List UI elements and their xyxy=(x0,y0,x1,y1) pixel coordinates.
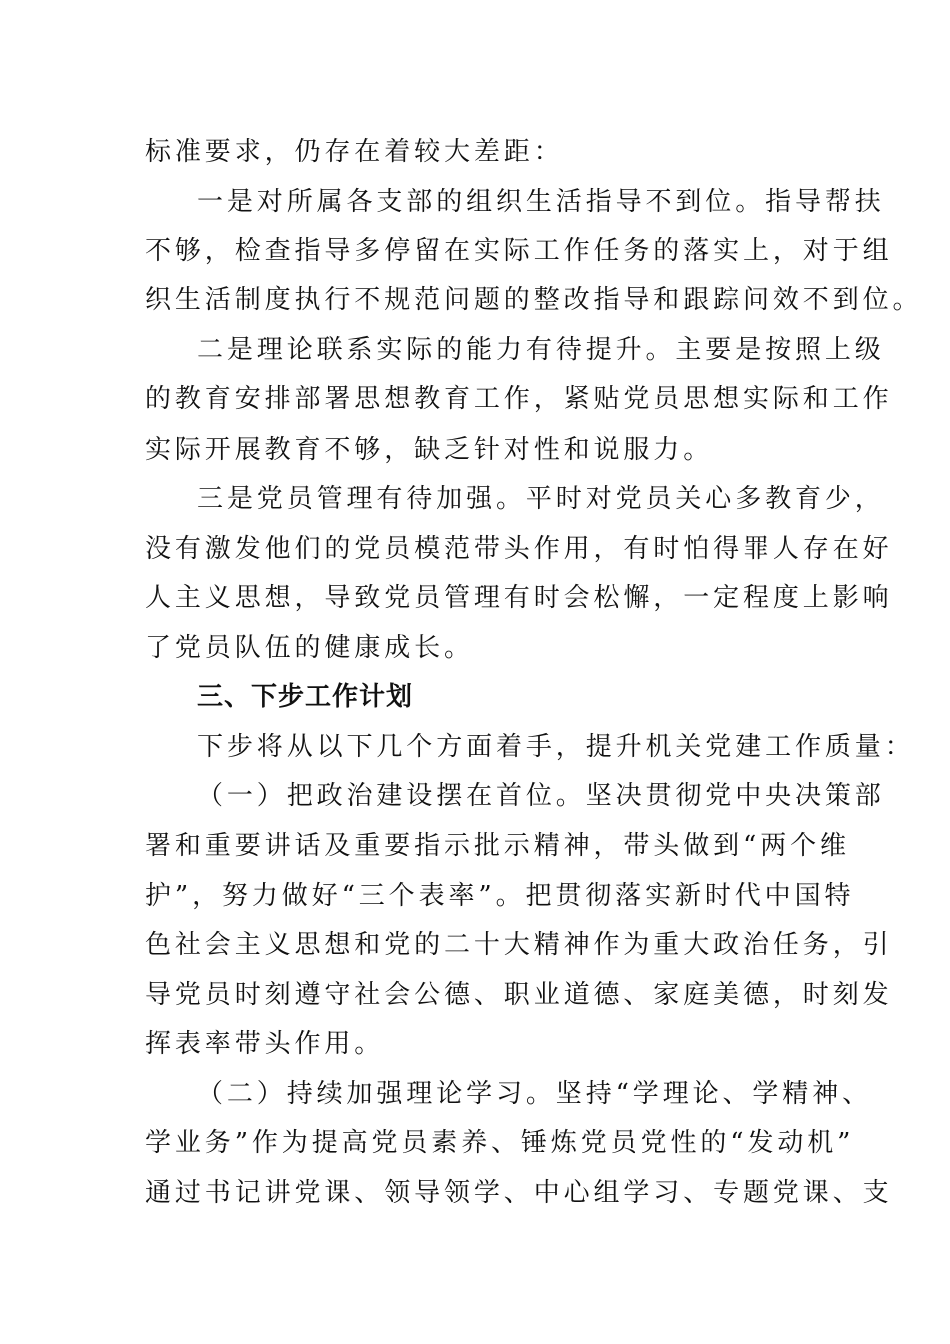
body-text-line: 一是对所属各支部的组织生活指导不到位。指导帮扶 xyxy=(197,187,885,217)
body-text-line: （一）把政治建设摆在首位。坚决贯彻党中央决策部 xyxy=(197,781,885,811)
body-text-line: 三是党员管理有待加强。平时对党员关心多教育少， xyxy=(197,484,885,514)
body-text-line: 二是理论联系实际的能力有待提升。主要是按照上级 xyxy=(197,335,885,365)
body-text-line: 色社会主义思想和党的二十大精神作为重大政治任务，引 xyxy=(145,930,893,960)
body-text-line: 护”，努力做好“三个表率”。把贯彻落实新时代中国特 xyxy=(145,881,855,911)
body-text-line: 挥表率带头作用。 xyxy=(145,1029,385,1059)
body-text-line: 织生活制度执行不规范问题的整改指导和跟踪问效不到位。 xyxy=(145,285,923,315)
body-text-line: 下步将从以下几个方面着手，提升机关党建工作质量： xyxy=(197,732,915,762)
body-text-line: 通过书记讲党课、领导领学、中心组学习、专题党课、支 xyxy=(145,1178,893,1208)
body-text-line: 实际开展教育不够，缺乏针对性和说服力。 xyxy=(145,435,714,465)
body-text-line: 的教育安排部署思想教育工作，紧贴党员思想实际和工作 xyxy=(145,384,893,414)
body-text-line: 了党员队伍的健康成长。 xyxy=(145,633,474,663)
body-text-line: 署和重要讲话及重要指示批示精神，带头做到“两个维 xyxy=(145,831,850,861)
section-heading: 三、下步工作计划 xyxy=(197,682,414,712)
body-text-line: 标准要求，仍存在着较大差距： xyxy=(145,137,564,167)
body-text-line: 学业务”作为提高党员素养、锤炼党员党性的“发动机” xyxy=(145,1128,855,1158)
body-text-line: 没有激发他们的党员模范带头作用，有时怕得罪人存在好 xyxy=(145,534,893,564)
body-text-line: 人主义思想，导致党员管理有时会松懈，一定程度上影响 xyxy=(145,583,893,613)
body-text-line: 不够，检查指导多停留在实际工作任务的落实上，对于组 xyxy=(145,236,893,266)
body-text-line: （二）持续加强理论学习。坚持“学理论、学精神、 xyxy=(197,1079,872,1109)
body-text-line: 导党员时刻遵守社会公德、职业道德、家庭美德，时刻发 xyxy=(145,980,893,1010)
